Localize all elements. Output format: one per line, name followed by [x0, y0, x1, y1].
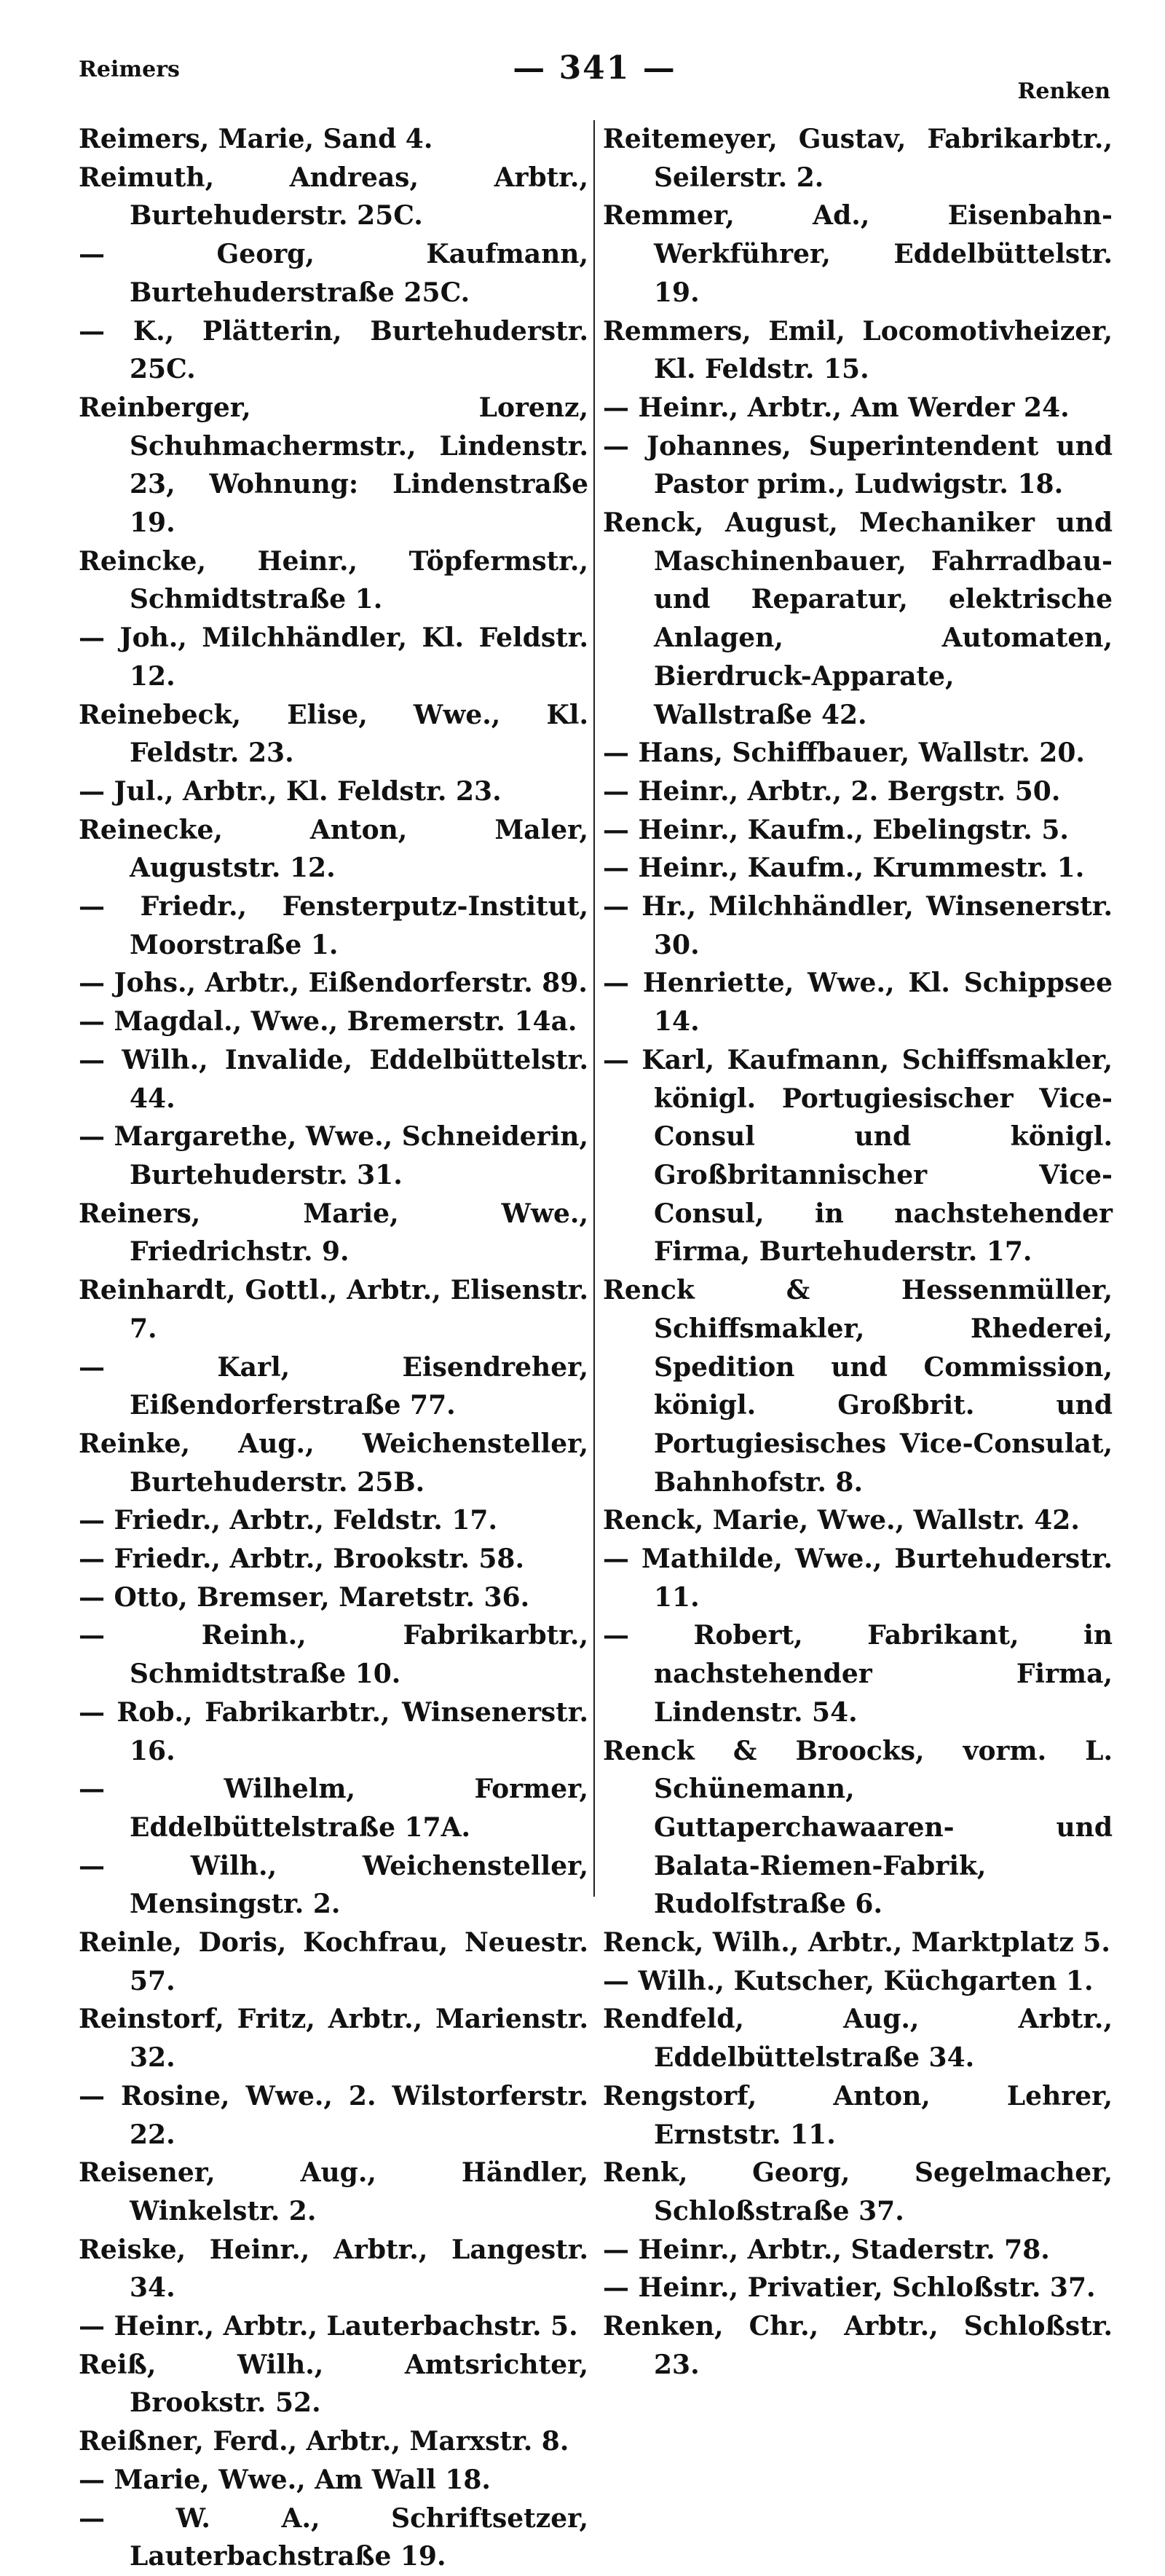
directory-entry: — Hr., Milchhändler, Winsenerstr. 30. — [603, 891, 1113, 960]
directory-entry: Reinebeck, Elise, Wwe., Kl. Feldstr. 23. — [79, 699, 588, 769]
directory-entry: — Heinr., Arbtr., 2. Bergstr. 50. — [603, 775, 1061, 807]
directory-entry: — Wilhelm, Former, Eddelbüttelstraße 17A. — [79, 1774, 588, 1843]
directory-entry: — Wilh., Kutscher, Küchgarten 1. — [603, 1965, 1094, 1996]
directory-entry: — Reinh., Fabrikarbtr., Schmidtstraße 10. — [79, 1620, 588, 1690]
directory-entry: Rengstorf, Anton, Lehrer, Ernststr. 11. — [603, 2080, 1113, 2150]
directory-entry: Renck, August, Mechaniker und Maschinenbauer, Fahrradbau- und Reparatur, elektrische Anlagen, Automaten, Bierdruck-Apparate, Wallstraße 42. — [603, 507, 1113, 730]
directory-entry: — Johs., Arbtr., Eißendorferstr. 89. — [79, 968, 588, 999]
directory-entry: Reisener, Aug., Händler, Winkelstr. 2. — [79, 2157, 588, 2227]
directory-entry: — Robert, Fabrikant, in nachstehender Firma, Lindenstr. 54. — [603, 1620, 1113, 1728]
directory-entry: — Wilh., Weichensteller, Mensingstr. 2. — [79, 1850, 588, 1920]
directory-entry: — Rob., Fabrikarbtr., Winsenerstr. 16. — [79, 1696, 588, 1766]
directory-entry: — Karl, Eisendreher, Eißendorferstraße 77. — [79, 1351, 588, 1421]
directory-entry: Reinecke, Anton, Maler, Auguststr. 12. — [79, 814, 588, 884]
directory-entry: — Rosine, Wwe., 2. Wilstorferstr. 22. — [79, 2080, 588, 2150]
directory-entry: Rendfeld, Aug., Arbtr., Eddelbüttelstraße 34. — [603, 2004, 1113, 2074]
directory-entry: — Friedr., Arbtr., Brookstr. 58. — [79, 1544, 525, 1575]
directory-entry: Reißner, Ferd., Arbtr., Marxstr. 8. — [79, 2426, 569, 2457]
directory-entry: — Friedr., Fensterputz-Institut, Moorstraße 1. — [79, 891, 588, 960]
column-divider — [593, 120, 595, 1897]
directory-entry: — Wilh., Invalide, Eddelbüttelstr. 44. — [79, 1044, 588, 1114]
directory-entry: Renck, Marie, Wwe., Wallstr. 42. — [603, 1505, 1080, 1536]
directory-entry: Reitemeyer, Gustav, Fabrikarbtr., Seilerstr. 2. — [603, 124, 1113, 193]
directory-entry: — Georg, Kaufmann, Burtehuderstraße 25C. — [79, 239, 588, 308]
directory-entry: Reinke, Aug., Weichensteller, Burtehuderstr. 25B. — [79, 1428, 588, 1498]
directory-entry: — Johannes, Superintendent und Pastor prim., Ludwigstr. 18. — [603, 430, 1113, 500]
directory-entry: — Friedr., Arbtr., Feldstr. 17. — [79, 1505, 497, 1536]
directory-entry: Reinberger, Lorenz, Schuhmachermstr., Lindenstr. 23, Wohnung: Lindenstraße 19. — [79, 392, 588, 539]
directory-entry: — Heinr., Kaufm., Ebelingstr. 5. — [603, 814, 1069, 845]
directory-entry: Reinle, Doris, Kochfrau, Neuestr. 57. — [79, 1927, 588, 1996]
directory-entry: — Jul., Arbtr., Kl. Feldstr. 23. — [79, 775, 502, 807]
directory-entry: Reinstorf, Fritz, Arbtr., Marienstr. 32. — [79, 2004, 588, 2074]
directory-entry: — Margarethe, Wwe., Schneiderin, Burtehuderstr. 31. — [79, 1121, 589, 1190]
directory-entry: — Heinr., Kaufm., Krummestr. 1. — [603, 853, 1085, 884]
directory-entry: Reinhardt, Gottl., Arbtr., Elisenstr. 7. — [79, 1275, 588, 1344]
page-header — [79, 50, 1110, 104]
directory-entry: — Heinr., Arbtr., Lauterbachstr. 5. — [79, 2311, 578, 2342]
directory-entry: Reiß, Wilh., Amtsrichter, Brookstr. 52. — [79, 2349, 588, 2419]
right-column — [603, 120, 1113, 2380]
directory-entry: — Hans, Schiffbauer, Wallstr. 20. — [603, 738, 1085, 769]
directory-entry: Reiske, Heinr., Arbtr., Langestr. 34. — [79, 2234, 588, 2304]
header-first-name: Reimers — [79, 57, 180, 82]
directory-entry: Reimuth, Andreas, Arbtr., Burtehuderstr. 25C. — [79, 162, 588, 232]
directory-entry: — Marie, Wwe., Am Wall 18. — [79, 2464, 491, 2495]
directory-entry: Renk, Georg, Segelmacher, Schloßstraße 37. — [603, 2157, 1113, 2227]
header-last-name: Renken — [1017, 79, 1110, 104]
left-column — [79, 120, 589, 2572]
page-number: — 341 — — [513, 50, 676, 87]
directory-entry: Reincke, Heinr., Töpfermstr., Schmidtstraße 1. — [79, 545, 588, 615]
directory-entry: Renck, Wilh., Arbtr., Marktplatz 5. — [603, 1927, 1110, 1959]
directory-entry: — Henriette, Wwe., Kl. Schippsee 14. — [603, 968, 1113, 1038]
directory-entry: — Otto, Bremser, Maretstr. 36. — [79, 1581, 530, 1613]
directory-entry: — Heinr., Arbtr., Am Werder 24. — [603, 392, 1070, 423]
directory-entry: Remmers, Emil, Locomotivheizer, Kl. Feldstr. 15. — [603, 315, 1113, 385]
directory-entry: — Magdal., Wwe., Bremerstr. 14a. — [79, 1006, 577, 1038]
directory-entry: Renck & Broocks, vorm. L. Schünemann, Guttaperchawaaren- und Balata-Riemen-Fabrik, Rudolfstraße 6. — [603, 1735, 1113, 1920]
directory-entry: Remmer, Ad., Eisenbahn-Werkführer, Eddelbüttelstr. 19. — [603, 200, 1113, 308]
directory-entry: Reimers, Marie, Sand 4. — [79, 124, 433, 154]
directory-entry: Reiners, Marie, Wwe., Friedrichstr. 9. — [79, 1198, 588, 1268]
directory-entry: — Mathilde, Wwe., Burtehuderstr. 11. — [603, 1544, 1113, 1613]
directory-entry: Renken, Chr., Arbtr., Schloßstr. 23. — [603, 2311, 1113, 2380]
directory-entry: — Karl, Kaufmann, Schiffsmakler, königl. Portugiesischer Vice-Consul und königl. Großbritannischer Vice-Consul, in nachstehender Firma, Burtehuderstr. 17. — [603, 1044, 1113, 1268]
directory-entry: — W. A., Schriftsetzer, Lauterbachstraße 19. — [79, 2502, 588, 2572]
directory-entry: — Heinr., Privatier, Schloßstr. 37. — [603, 2272, 1096, 2304]
directory-entry: Renck & Hessenmüller, Schiffsmakler, Rhederei, Spedition und Commission, königl. Großbrit. und Portugiesisches Vice-Consulat, Bahnhofstr. 8. — [603, 1275, 1113, 1498]
directory-entry: — K., Plätterin, Burtehuderstr. 25C. — [79, 315, 588, 385]
directory-entry: — Heinr., Arbtr., Staderstr. 78. — [603, 2234, 1050, 2265]
directory-entry: — Joh., Milchhändler, Kl. Feldstr. 12. — [79, 623, 588, 692]
